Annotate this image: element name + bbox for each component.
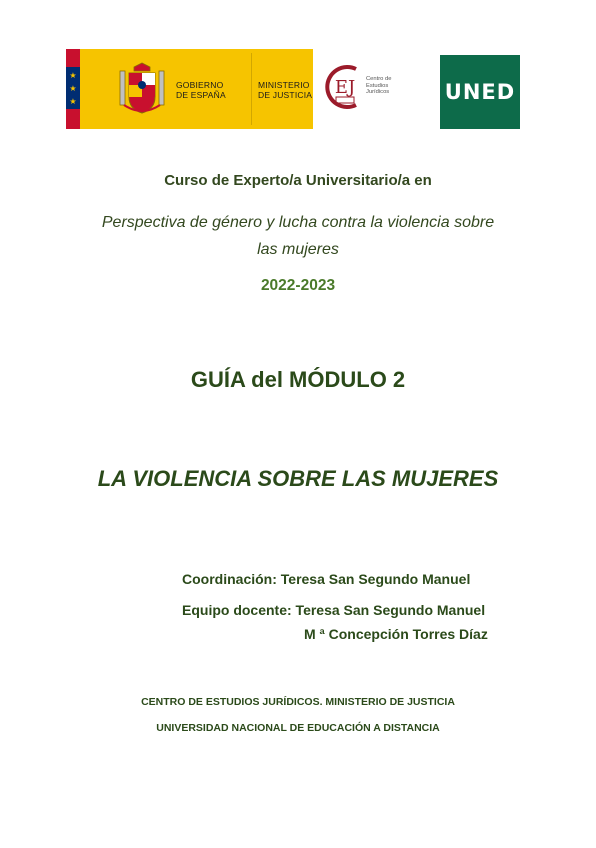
teaching-team-line-2: M ª Concepción Torres Díaz	[304, 626, 488, 642]
svg-text:EJ: EJ	[334, 77, 356, 98]
course-subject-line-1: Perspectiva de género y lucha contra la violencia sobre	[101, 214, 495, 231]
gov-line-1: GOBIERNO	[176, 80, 224, 90]
course-title: Curso de Experto/a Universitario/a en	[164, 172, 432, 189]
uned-logo: UNED	[440, 55, 520, 129]
flag-yellow-stripe	[80, 49, 96, 129]
ministry-line-1: MINISTERIO	[258, 80, 310, 90]
academic-years: 2022-2023	[260, 277, 336, 294]
government-logo	[96, 49, 313, 129]
cej-line-1: Centro de	[366, 76, 392, 82]
cej-line-3: Jurídicos	[366, 89, 390, 96]
header-logos	[66, 49, 396, 129]
institution-uned: UNIVERSIDAD NACIONAL DE EDUCACIÓN A DISTANCIA	[156, 722, 440, 734]
logo-divider	[251, 53, 252, 125]
cej-emblem-icon	[322, 61, 368, 113]
coat-of-arms-icon	[118, 61, 166, 117]
ministry-label	[258, 80, 320, 100]
teaching-team-line-1: Equipo docente: Teresa San Segundo Manuel	[182, 602, 486, 618]
module-topic: LA VIOLENCIA SOBRE LAS MUJERES	[97, 466, 499, 491]
ministry-line-2: DE JUSTICIA	[258, 90, 313, 100]
cej-line-2: Estudios	[366, 82, 389, 89]
gov-line-2: DE ESPAÑA	[176, 90, 226, 100]
eu-stars-icon: ★ ★ ★	[69, 71, 77, 106]
cej-label	[366, 76, 400, 96]
coordination-line: Coordinación: Teresa San Segundo Manuel	[182, 571, 471, 587]
course-subject-line-2: las mujeres	[257, 241, 339, 258]
government-label	[176, 80, 240, 100]
cej-logo	[318, 61, 398, 117]
institution-cej: CENTRO DE ESTUDIOS JURÍDICOS. MINISTERIO DE JUSTICIA	[141, 696, 455, 708]
module-title: GUÍA del MÓDULO 2	[190, 367, 406, 392]
course-subject	[0, 209, 596, 263]
